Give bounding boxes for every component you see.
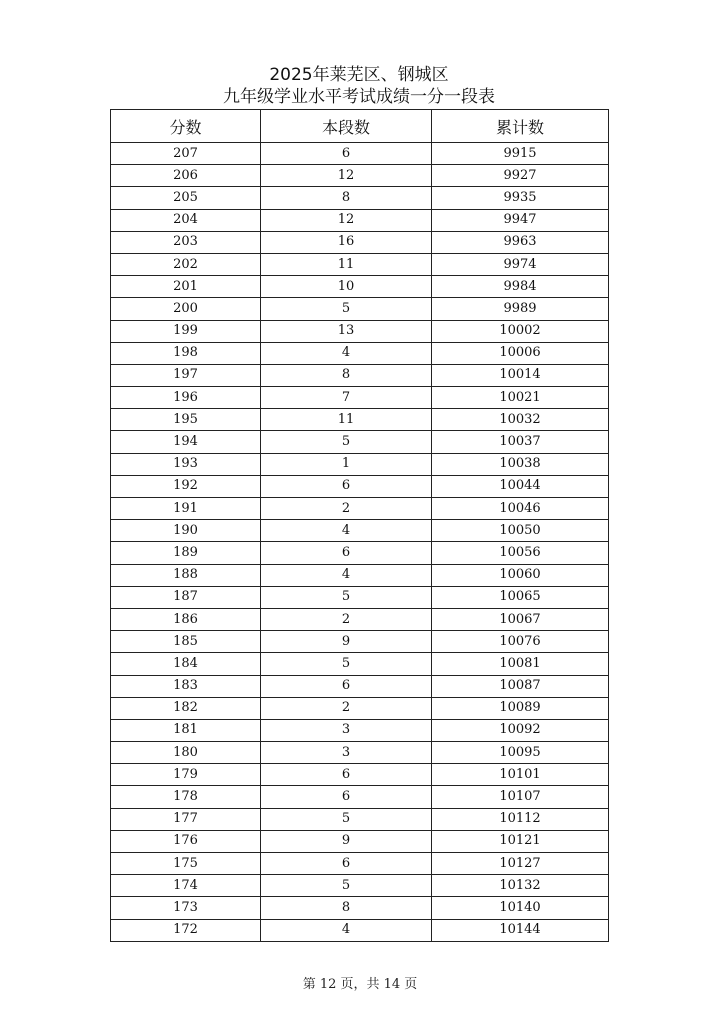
score-cell: 206 [111,165,261,187]
score-cell: 199 [111,320,261,342]
cumulative-count-cell: 10144 [432,919,609,941]
segment-count-cell: 6 [261,143,432,165]
segment-count-cell: 8 [261,897,432,919]
table-row [111,875,609,897]
table-row [111,320,609,342]
segment-count-cell: 5 [261,431,432,453]
table-row [111,853,609,875]
cumulative-count-cell: 10107 [432,786,609,808]
cumulative-count-cell: 10032 [432,409,609,431]
score-cell: 196 [111,387,261,409]
cumulative-count-cell: 10021 [432,387,609,409]
score-cell: 207 [111,143,261,165]
cumulative-count-cell: 9915 [432,143,609,165]
segment-count-cell: 2 [261,498,432,520]
score-cell: 178 [111,786,261,808]
segment-count-cell: 12 [261,165,432,187]
segment-count-cell: 3 [261,719,432,741]
segment-count-cell: 4 [261,520,432,542]
score-cell: 182 [111,697,261,719]
cumulative-count-cell: 10101 [432,764,609,786]
cumulative-count-cell: 10140 [432,897,609,919]
cumulative-count-cell: 9963 [432,231,609,253]
table-row [111,564,609,586]
table-row [111,475,609,497]
table-row [111,764,609,786]
segment-count-cell: 6 [261,764,432,786]
score-cell: 195 [111,409,261,431]
table-row [111,298,609,320]
segment-count-cell: 6 [261,475,432,497]
title-line-2: 九年级学业水平考试成绩一分一段表 [223,87,495,107]
score-cell: 185 [111,631,261,653]
title-line-1: 2025年莱芜区、钢城区 [269,65,449,85]
cumulative-count-cell: 10046 [432,498,609,520]
table-row [111,520,609,542]
score-cell: 181 [111,719,261,741]
score-cell: 174 [111,875,261,897]
segment-count-cell: 11 [261,253,432,275]
header-cumulative-count: 累计数 [432,110,609,143]
cumulative-count-cell: 10087 [432,675,609,697]
table-row [111,209,609,231]
cumulative-count-cell: 10044 [432,475,609,497]
segment-count-cell: 5 [261,586,432,608]
table-row [111,453,609,475]
segment-count-cell: 3 [261,742,432,764]
segment-count-cell: 16 [261,231,432,253]
table-row [111,431,609,453]
score-cell: 194 [111,431,261,453]
segment-count-cell: 5 [261,298,432,320]
score-cell: 197 [111,364,261,386]
score-cell: 180 [111,742,261,764]
score-cell: 187 [111,586,261,608]
segment-count-cell: 4 [261,564,432,586]
cumulative-count-cell: 10076 [432,631,609,653]
table-row [111,542,609,564]
segment-count-cell: 9 [261,830,432,852]
header-score: 分数 [111,110,261,143]
segment-count-cell: 6 [261,542,432,564]
score-cell: 179 [111,764,261,786]
score-cell: 193 [111,453,261,475]
cumulative-count-cell: 9927 [432,165,609,187]
score-cell: 183 [111,675,261,697]
table-row [111,786,609,808]
table-row [111,586,609,608]
page-footer: 第 12 页，共 14 页 [302,977,418,992]
score-cell: 202 [111,253,261,275]
table-header-row [111,110,609,143]
table-row [111,409,609,431]
segment-count-cell: 5 [261,808,432,830]
cumulative-count-cell: 10121 [432,830,609,852]
table-row [111,276,609,298]
score-cell: 198 [111,342,261,364]
score-cell: 205 [111,187,261,209]
table-row [111,631,609,653]
cumulative-count-cell: 10065 [432,586,609,608]
table-row [111,253,609,275]
segment-count-cell: 12 [261,209,432,231]
segment-count-cell: 6 [261,853,432,875]
cumulative-count-cell: 10089 [432,697,609,719]
score-cell: 184 [111,653,261,675]
table-row [111,498,609,520]
segment-count-cell: 4 [261,342,432,364]
cumulative-count-cell: 10092 [432,719,609,741]
cumulative-count-cell: 10002 [432,320,609,342]
segment-count-cell: 1 [261,453,432,475]
cumulative-count-cell: 9935 [432,187,609,209]
table-row [111,919,609,941]
table-row [111,653,609,675]
score-cell: 189 [111,542,261,564]
score-cell: 200 [111,298,261,320]
table-row [111,364,609,386]
table-row [111,830,609,852]
table-row [111,187,609,209]
table-row [111,387,609,409]
cumulative-count-cell: 10006 [432,342,609,364]
table-row [111,143,609,165]
cumulative-count-cell: 9947 [432,209,609,231]
cumulative-count-cell: 10038 [432,453,609,475]
score-cell: 203 [111,231,261,253]
header-segment-count: 本段数 [261,110,432,143]
segment-count-cell: 6 [261,786,432,808]
segment-count-cell: 7 [261,387,432,409]
segment-count-cell: 9 [261,631,432,653]
score-cell: 201 [111,276,261,298]
cumulative-count-cell: 9984 [432,276,609,298]
score-cell: 190 [111,520,261,542]
score-cell: 176 [111,830,261,852]
cumulative-count-cell: 10050 [432,520,609,542]
title-block [110,64,608,108]
segment-count-cell: 4 [261,919,432,941]
segment-count-cell: 5 [261,653,432,675]
table-body [111,143,609,942]
segment-count-cell: 2 [261,608,432,630]
cumulative-count-cell: 10060 [432,564,609,586]
table-row [111,342,609,364]
table-row [111,808,609,830]
segment-count-cell: 6 [261,675,432,697]
cumulative-count-cell: 10127 [432,853,609,875]
table-row [111,231,609,253]
segment-count-cell: 8 [261,187,432,209]
table-row [111,742,609,764]
cumulative-count-cell: 10132 [432,875,609,897]
cumulative-count-cell: 9974 [432,253,609,275]
cumulative-count-cell: 10081 [432,653,609,675]
score-cell: 191 [111,498,261,520]
table-row [111,165,609,187]
cumulative-count-cell: 10112 [432,808,609,830]
score-cell: 192 [111,475,261,497]
score-cell: 186 [111,608,261,630]
table-row [111,719,609,741]
table-row [111,697,609,719]
score-cell: 177 [111,808,261,830]
cumulative-count-cell: 10095 [432,742,609,764]
score-cell: 172 [111,919,261,941]
score-cell: 188 [111,564,261,586]
score-cell: 175 [111,853,261,875]
score-cell: 173 [111,897,261,919]
table-row [111,608,609,630]
score-distribution-table [110,109,609,942]
segment-count-cell: 5 [261,875,432,897]
segment-count-cell: 13 [261,320,432,342]
cumulative-count-cell: 10056 [432,542,609,564]
segment-count-cell: 2 [261,697,432,719]
cumulative-count-cell: 9989 [432,298,609,320]
score-cell: 204 [111,209,261,231]
segment-count-cell: 10 [261,276,432,298]
segment-count-cell: 8 [261,364,432,386]
table-row [111,897,609,919]
cumulative-count-cell: 10067 [432,608,609,630]
cumulative-count-cell: 10037 [432,431,609,453]
table-row [111,675,609,697]
segment-count-cell: 11 [261,409,432,431]
cumulative-count-cell: 10014 [432,364,609,386]
